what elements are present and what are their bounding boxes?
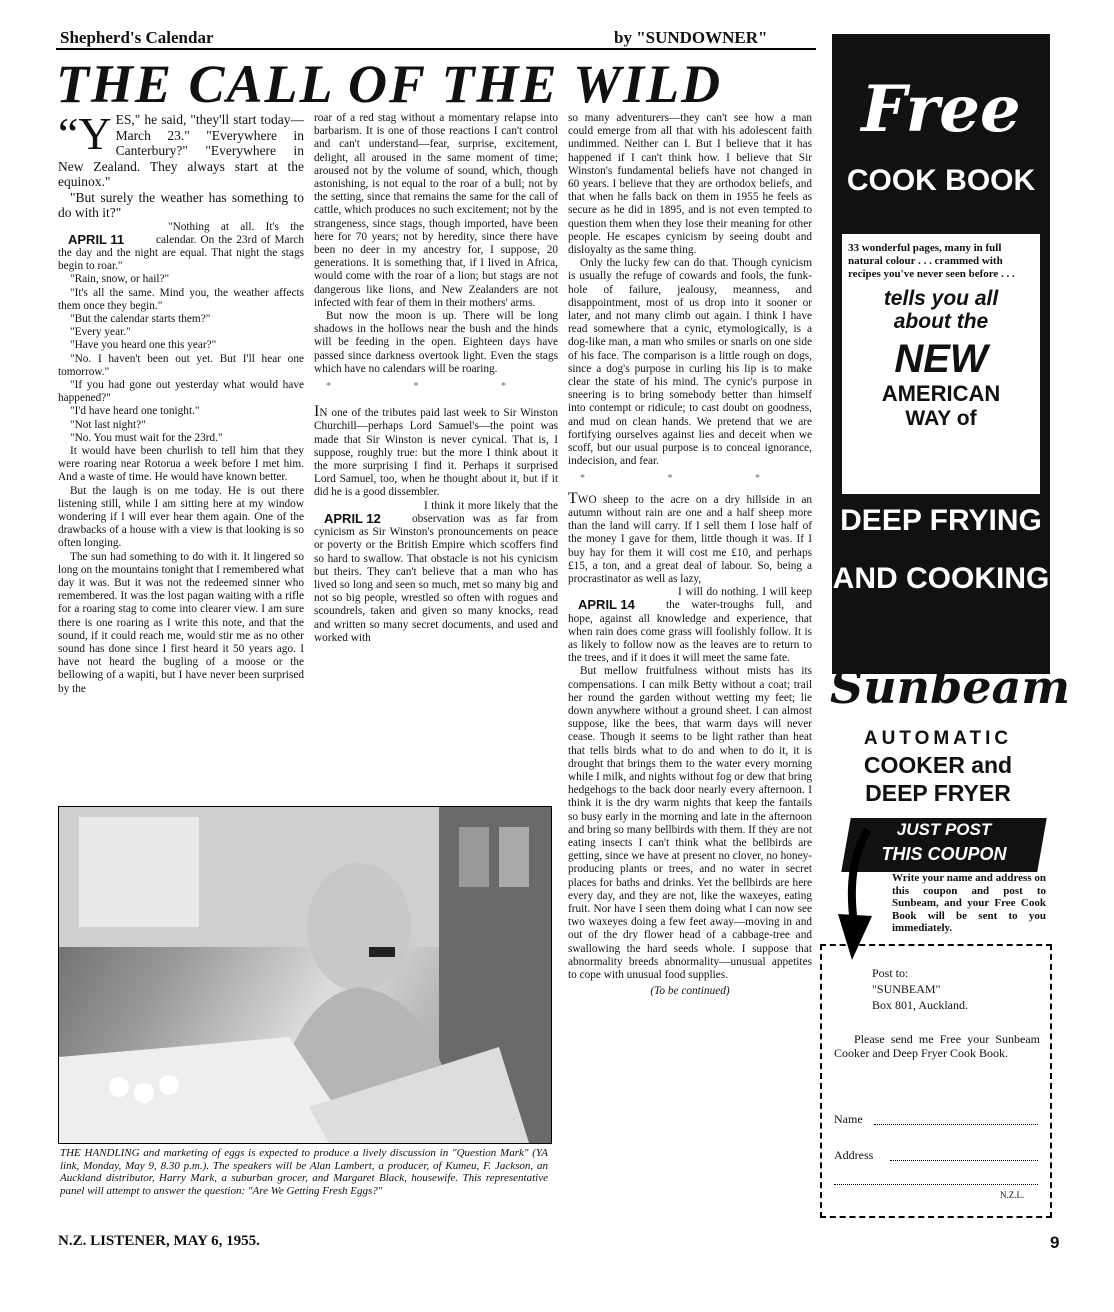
article-paragraph: "No. I haven't been out yet. But I'll hear one tomorrow.": [58, 352, 304, 378]
article-column-2: [314, 112, 558, 645]
coupon-box: Box 801, Auckland.: [872, 998, 968, 1012]
article-paragraph: APRIL 12 I think it more likely that the observation was as far from cynicism as Sir Winston's pronouncements on peace or poverty or the British Empire which scoffers find so hard to swallow. That obstacle is not his cynicism but theirs. They can't believe that a man who has lived so long and seen so much, met so many big and not so big people, wrestled so often with rogues and scoundrels, taken and given so many knocks, read and written so many secret documents, and used and worked with: [314, 499, 558, 644]
ad-new-text: NEW: [894, 337, 988, 381]
continued-note: (To be continued): [650, 985, 730, 998]
article-paragraph: so many adventurers—they can't see how a man could emerge from all that with his adolescent faith undimmed. Neither can I. But I believe that it has happened if I can't think how. I believe that Sir Winston's fundamental beliefs have not changed in 60 years. I believe that they are orthodox beliefs, and that when he falls back on them in 1955 he feels as secure as he did in 1895, and is not even tempted to question them when they lose their meaning for other people. He escapes cynicism by seeing doubt and disloyalty as the same thing.: [568, 112, 812, 257]
article-paragraph: The sun had something to do with it. It lingered so long on the mountains tonight that I remembered what day it was. But it was not the redeemed sinner who remembered. It was the lost pagan waiting with a rifle for a roaring stag to come into clearer view. I am sure there is one roaring as I write this note, and that the sound, if it could reach me, would stir me as no other sound has done since I first heard it 50 years ago. I have not heard the bugling of a moose or the bellowing of a wapiti, but I have never been surprised by the: [58, 550, 304, 695]
photo-man-with-eggs: [58, 806, 552, 1144]
article-paragraph: "Every year.": [70, 326, 131, 339]
footer-publication: N.Z. LISTENER, MAY 6, 1955.: [58, 1233, 260, 1249]
date-marker: APRIL 12: [324, 510, 381, 526]
ad-deep-frying: DEEP FRYING: [840, 504, 1042, 537]
ad-write-instructions: Write your name and address on this coupon and post to Sunbeam, and your Free Cook Book will be sent to you immediately.: [892, 872, 1046, 934]
article-paragraph: roar of a red stag without a momentary relapse into barbarism. It is one of those reactions I can't control and can't understand—fear, surprise, excitement, delight, all aroused in the same moment of time; aroused not by the volume of sound, which, though astonishing, is not equal to the roar of a bull; not by the setting, since that remains the same for the call of cattle, which produces no such excitement; not by the strangeness, since stags, though imported, have been here for 70 years; not by heredity, since there have been no deer in my ancestry for, I suppose, 20 generations. It is something that, if I lived in Africa, would come with the roar of a lion; but stags are not dangerous like lions, and New Zealanders are not infected with fear of them in their mothers' arms.: [314, 112, 558, 309]
ad-pages-text: 33 wonderful pages, many in full natural colour . . . crammed with recipes you've never seen before . . .: [848, 242, 1015, 280]
article-paragraph: Only the lucky few can do that. Though cynicism is usually the refuge of cowards and fools, the funk-hole of failure, jealousy, meanness, and disappointment, most of us drop into it sooner or later, and not many climb out again. I think I have read somewhere that a cynic, etymologically, is a dog-like man, a man who smiles or snarls on one side of his face. The comparison is a little rough on dogs, since a dog's purpose in curling his lip is to make clear the state of his mind. The cynic's purpose in sneering is to bring somebody better than himself into contempt or ridicule; to cast doubt on goodness, and mud on clean hands. We pretend that we are fortifying ourselves against lies and deceit when we scoff, but our usual purpose is to conceal ignorance, indecision, and fear.: [568, 257, 812, 468]
coupon-address-field[interactable]: [890, 1160, 1038, 1161]
article-paragraph: "I'd have heard one tonight.": [70, 405, 200, 418]
article-paragraph: But now the moon is up. There will be long shadows in the hollows near the bush and the hinds will be feeding in the open. Eighteen days have passed since darkness overtook light. Even the stags which have no calendars will be roaring.: [314, 310, 558, 375]
section-header: Shepherd's Calendar: [60, 28, 214, 47]
drop-cap: “Y: [58, 108, 112, 159]
ad-brand-logo: Sunbeam: [830, 660, 1071, 714]
article-title: THE CALL OF THE WILD: [56, 54, 723, 114]
article-paragraph: It would have been churlish to tell him that they were roaring near Rotorua a week before I met him. And a waste of time. He would have known better.: [58, 444, 304, 484]
coupon-name-field[interactable]: [874, 1124, 1038, 1125]
coupon-code: N.Z.L.: [1000, 1190, 1025, 1200]
article-paragraph: But mellow fruitfulness without mists has its compensations. I can milk Betty without a coat; trail her round the garden without wetting my feet; lie down anywhere without a ground sheet. I can almost suppose, like the bees, that warm days will never cease. Though it seems to be light rather than heat that tells birds what to do and when to do it, it is drought that brings them to the water every morning while I milk, and nights without fog or dew that bring hedgehogs to the back door nearly every afternoon. I think it is the dry warm nights that keep the fantails so busy early in the morning and late in the afternoon and bring so many bellbirds with them. If they are not eating insects I can't think what the bellbirds are getting, since we have at present no clover, no honey-producing plants or trees, and no water in secret places for baths and drinks. Yet the bellbirds are here every day, and they are not, like the waxeyes, eating fruit. Nor have I seen them doing what I can now see two waxeyes doing a few feet away—moving in and out of the dry flower head of a cabbage-tree and swallowing the hard seeds whole. I suppose that abnormality breeds abnormality—unusual appetites to cope with unusual food supplies.: [568, 665, 812, 981]
ad-and-cooking: AND COOKING: [832, 562, 1050, 595]
sunbeam-advertisement: [820, 34, 1071, 1218]
arrow-down-icon: [828, 824, 888, 964]
date-marker: APRIL 11: [68, 231, 125, 247]
coupon-name-label: Name: [834, 1112, 863, 1126]
article-paragraph: IN one of the tributes paid last week to Sir Winston Churchill—perhaps Lord Samuel's—the point was made that Sir Winston is never cynical. That is, I suppose, roughly true: but the more I think about it the more surprising I find it. Perhaps it surprised Lord Samuel, too, when he thought about it, but if it did he is a good dissembler.: [314, 403, 558, 499]
page-number: 9: [1050, 1233, 1060, 1252]
ad-with-amazing: with the amazing: [861, 632, 1015, 653]
section-separator: * * *: [326, 381, 546, 393]
coupon-form[interactable]: [820, 944, 1052, 1218]
ad-this-coupon: THIS COUPON: [881, 844, 1007, 864]
section-separator: * * *: [580, 473, 800, 485]
article-paragraph: "If you had gone out yesterday what would have happened?": [58, 378, 304, 405]
article-paragraph: "No. You must wait for the 23rd.": [70, 431, 223, 444]
ad-just-post: JUST POST: [896, 820, 992, 839]
ad-deep-fryer: DEEP FRYER: [865, 780, 1011, 806]
ad-automatic: AUTOMATIC: [863, 728, 1013, 749]
article-paragraph: APRIL 11 "Nothing at all. It's the calendar. On the 23rd of March the day and the night are equal. That night the stags begin to roar.": [58, 220, 304, 273]
header-rule: [56, 48, 816, 50]
article-column-3: [568, 112, 812, 998]
coupon-please: Please send me Free your Sunbeam Cooker and Deep Fryer Cook Book.: [834, 1032, 1040, 1060]
article-paragraph: But the laugh is on me today. He is out there listening still, while I am sitting here at my window wondering if I will ever hear them again. One of the drawbacks of a house with a view is that looking is so often longing.: [58, 484, 304, 550]
ad-free-heading: Free: [861, 72, 1021, 147]
ad-info-box: [842, 234, 1040, 494]
article-paragraph: "But the calendar starts them?": [70, 312, 211, 325]
date-marker: APRIL 14: [578, 597, 635, 613]
article-paragraph: TWO sheep to the acre on a dry hillside in an autumn without rain are one and a half sheep more than the land will carry. If I sell them I lose half of the money I gave for them, little though it was. If I buy hay for them it will cost me £10, and perhaps £15, a ton, and a great deal of labour. So, being a procrastinator as well as lazy,: [568, 489, 812, 585]
drop-cap: T: [568, 489, 578, 507]
article-column-1: [58, 108, 304, 696]
coupon-address-field-2[interactable]: [834, 1184, 1038, 1185]
article-paragraph: APRIL 14 I will do nothing. I will keep the water-troughs full, and hope, against all knowledge and experience, that when rain does come grass will foolishly follow. It is as likely to follow now as the leaves are to return to the trees, and if it does it will meet the same fate.: [568, 586, 812, 665]
coupon-address-label: Address: [834, 1148, 874, 1162]
byline: by "SUNDOWNER": [614, 28, 768, 47]
photo-caption: THE HANDLING and marketing of eggs is expected to produce a lively discussion in "Question Mark" (YA link, Monday, May 9, 8.30 p.m.). The speakers will be Alan Lambert, a producer, of Kumeu, F. Jackson, an Auckland distributor, Harry Mark, a suburban grocer, and Margaret Black, housewife. This representative panel will attempt to answer the question: "Are We Getting Fresh Eggs?": [60, 1147, 548, 1197]
article-paragraph: "Rain, snow, or hail?": [70, 273, 170, 286]
ad-american-text: AMERICAN: [881, 381, 1001, 406]
photo-illustration: [59, 807, 551, 1143]
ad-dark-panel: [832, 34, 1050, 674]
ad-tells-text: tells you all about the: [883, 287, 999, 333]
article-paragraph: “YES," he said, "they'll start today—March 23." "Everywhere in Canterbury?" "Everywhere in New Zealand. They always start at the equinox.": [58, 108, 304, 189]
article-paragraph: "But surely the weather has something to do with it?": [58, 189, 304, 220]
ad-way-text: WAY of: [905, 407, 977, 430]
article-paragraph: "It's all the same. Mind you, the weather affects them once they begin.": [58, 286, 304, 312]
article-paragraph: "Have you heard one this year?": [70, 339, 217, 352]
coupon-sunbeam: "SUNBEAM": [872, 982, 941, 996]
article-paragraph: "Not last night?": [70, 418, 146, 431]
ad-cook-book: COOK BOOK: [846, 164, 1036, 197]
ad-cooker-and: COOKER and: [863, 752, 1013, 778]
coupon-post-to: Post to:: [872, 966, 909, 980]
drop-cap: I: [314, 403, 320, 421]
